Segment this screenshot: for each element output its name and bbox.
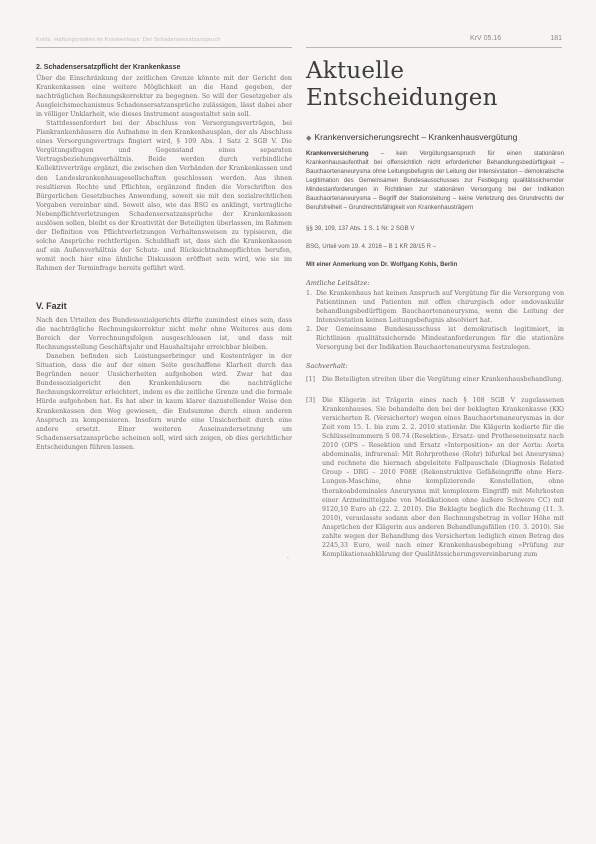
annotation-author: Mit einer Anmerkung von Dr. Wolfgang Kohls, Berlin xyxy=(306,260,458,268)
header-rule-left xyxy=(36,47,292,48)
right-column xyxy=(306,58,564,559)
paragraph-number: [1] xyxy=(306,376,315,383)
keywords-lead: Krankenversicherung xyxy=(306,150,369,157)
keywords-text: – kein Vergütungsanspruch für einen stationären Krankenhausaufenthalt bei offensichtlich nicht erforderlicher Behandlungsbedürftigkeit – Bauchaortenaneurysma ohne Leitungsbefugnis der Leitung der Intensivstation – demokratische Legitimation des Gemeinsamen Bundesausschusses zur Festlegung qualitätssichernder Mindestanforderungen in Richtlinien zur stationären Versorgung bei der Indikation Bauchaortenaneurysma – Begriff der Stationsleitung – keine Verletzung des Grundrechts der Berufsfreiheit – Grundrechtsfähigkeit von Krankenhausträgern xyxy=(306,150,564,211)
page-mark: ‹ xyxy=(287,555,289,561)
paragraph: Über die Einschränkung der zeitlichen Grenze könnte mit der Gericht den Krankenkassen eine weitere Möglichkeit an die Hand gegeben, der nachträglichen Rechnungskorrektur zu begegnen. So will der Gesetzgeber als Ausgleichsmechanismus Schadensersatzansprüche zulässigen, lässt dabei aber in völliger Unklarheit, wie dieses Instrument ausgestaltet sein soll. xyxy=(36,75,292,119)
section-title xyxy=(306,58,564,112)
running-header: Kohls, Haftungsrisiken im Krankenhaus: Der Schadensersatzanspruch xyxy=(36,37,221,43)
paragraph: Nach den Urteilen des Bundessozialgerichts dürfte zumindest eines sein, dass die nachträgliche Rechnungskorrektur nicht mehr ohne Weiteres aus dem Bereich der Verrechnungsfolgen ausgeschlossen ist, und dass mit Rechnungsstellung Geschäftsjahr und Haushaltsjahr erreichbar bleiben. xyxy=(36,317,292,352)
header-rule-right xyxy=(306,47,562,48)
paragraph-text: Die Beteiligten streiten über die Vergütung einer Krankenhausbehandlung. xyxy=(322,376,564,383)
paragraph-text: Die Klägerin ist Trägerin eines nach § 108 SGB V zugelassenen Krankenhauses. Sie behandelte den bei der beklagten Krankenkasse (KK) versicherten R. (Versicherter) wegen eines Bauchaortenaneurysmas in der Zeit vom 15. 1. bis zum 2. 2. 2010 stationär. Die Klägerin kodierte für die Schlüsselnummern S 08.74 (Resektion-, Ersatz- und Protheseneinsatz nach 2010 (OPS – Resektion und Ersatz »Interposition« an der Aorta: Aorta abdominalis, infrarenal: Mit Rohrprothese (Rohr) bifurkal bei Aneurysma) und rechnete die hiernach abgeleitete Fallpauschale (Diagnosis Related Group – DRG – 2010 F08E (Rekonstruktive Gefäßeingriffe ohne Herz-Lungen-Maschine, ohne komplizierende Konstellation, ohne thorakoabdominales Aneurysma mit komplexem Eingriff) mit Mehrkosten einer Arzneimittelgabe von Medikationen ohne äußere Schwere CC) mit 9120,10 Euro ab (22. 2. 2010). Die Beklagte beglich die Rechnung (11. 3. 2010), veranlasste sodann aber den Rechnungsbetrag in voller Höhe mit Ansprüchen der Klägerin aus anderen Behandlungsfällen (10. 3. 2010). Sie zahlte wegen der Behandlung des Versicherten lediglich einen Betrag des 2245,33 Euro, weil nach einer Krankenhausbegehung »Prüfung zur Komplikationsabklärung der Qualitätssicherungsvereinbarung zum xyxy=(322,397,564,558)
numbered-paragraph xyxy=(306,375,564,384)
list-number: 1. xyxy=(306,289,313,297)
guiding-principles-heading: Amtliche Leitsätze: xyxy=(306,278,370,287)
rubric-text: Krankenversicherungsrecht – Krankenhausvergütung xyxy=(314,132,518,142)
court-reference: BSG, Urteil vom 19. 4. 2016 – B 1 KR 28/15 R – xyxy=(306,242,437,250)
norms: §§ 39, 109, 137 Abs. 1 S. 1 Nr. 2 SGB V xyxy=(306,224,415,232)
keywords xyxy=(306,150,564,213)
title-line: Entscheidungen xyxy=(306,85,498,111)
left-column xyxy=(36,64,292,452)
page-number: 181 xyxy=(550,35,562,42)
diamond-icon: ◆ xyxy=(306,135,312,142)
paragraph-number: [3] xyxy=(306,397,315,405)
list-text: Die Krankenhaus hat keinen Anspruch auf Vergütung für die Versorgung von Patientinnen und Patienten mit offen chirurgisch oder endovaskulär behandlungsbedürftigem Bauchaortenaneurysma, wenn die Leitung der Intensivstation keinen Leitungsbefugnis absolviert hat. xyxy=(316,289,564,324)
numbered-paragraph xyxy=(306,396,564,559)
case-rubric xyxy=(306,132,564,144)
list-number: 2. xyxy=(306,325,313,333)
section-heading: 2. Schadensersatzpflicht der Krankenkasse xyxy=(36,64,181,71)
title-line: Aktuelle xyxy=(306,58,405,84)
list-item xyxy=(306,325,564,352)
list-text: Der Gemeinsame Bundesausschuss ist demokratisch legitimiert, in Richtlinien qualitätssichernde Mindestanforderungen für die stationäre Versorgung bei der Indikation Bauchaortenaneurysma festzulegen. xyxy=(316,325,564,351)
fazit-heading: V. Fazit xyxy=(36,301,67,312)
paragraph: Daneben befinden sich Leistungserbringer und Kostenträger in der Situation, dass die auf der einen Seite geschaffene Klarheit durch das Begründen neuer Unsicherheiten aufgehoben wird. Zwar hat das Bundessozialgericht den Krankenhäusern die nachträgliche Rechnungskorrektur erleichtert, indem es die zeitliche Grenze und die formale Hürde aufgehoben hat. Es hat aber in kaum klarer dazustellender Weise den Krankenkassen den Weg gewiesen, die Endsumme durch einen anderen Anspruch zu kompensieren. Insofern wurde eine Unsicherheit durch eine andere ersetzt. Einer weiteren Auseinandersetzung um Schadensersatzansprüche scheinen soll, wird sich zeigen, ob dies gerichtlicher Entscheidungen führen lassen. xyxy=(36,353,292,451)
list-item xyxy=(306,289,564,325)
page-header xyxy=(470,35,562,42)
paragraph: Stattdessenfordert bei der Abschluss von Versorgungsverträgen, bei Plankrankenhäusern die Aufnahme in den Krankenhausplan, der als Abschluss eines Versorgungsvertrags fingiert wird, § 109 Abs. 1 Satz 2 SGB V. Die Vergütungsfragen und Gegenstand eines separaten Vertragsbeziehungsverhältnis. Beide werden durch verbindliche Kollektivverträge ergänzt, die zwischen den Verbänden der Krankenkassen und den Landeskrankenhausgesellschaften geschlossen werden. Aus ihnen resultieren Rechte und Pflichten, ergänzend finden die Vorschriften des Bürgerlichen Gesetzbuches Anwendung, soweit sie mit den sozialrechtlichen Vorgaben vereinbar sind. Soweit also, wie das BSG es anklingt, vertragliche Nebenpflichtverletzungen Schadensersatzansprüche der Krankenkassen auslösen sollen, bleibt es der Kreativität der Beteiligten überlassen, im Rahmen der Definition von Pflichtverletzungen Verhaltensweisen zu typisieren, die solche Ansprüche rechtfertigen. Schuldhaft ist, dass sich die Krankenkassen auf ein Außenverhältnis der Schutz- und Rücksichtnahmepflichten berufen, womit noch hier eine ähnliche Diskussion eröffnet sein wird, wie sie im Rahmen der Terminfrage bereits geführt wird. xyxy=(36,120,292,272)
facts-heading: Sachverhalt: xyxy=(306,362,348,370)
journal-name: KrV 05.16 xyxy=(470,35,502,42)
